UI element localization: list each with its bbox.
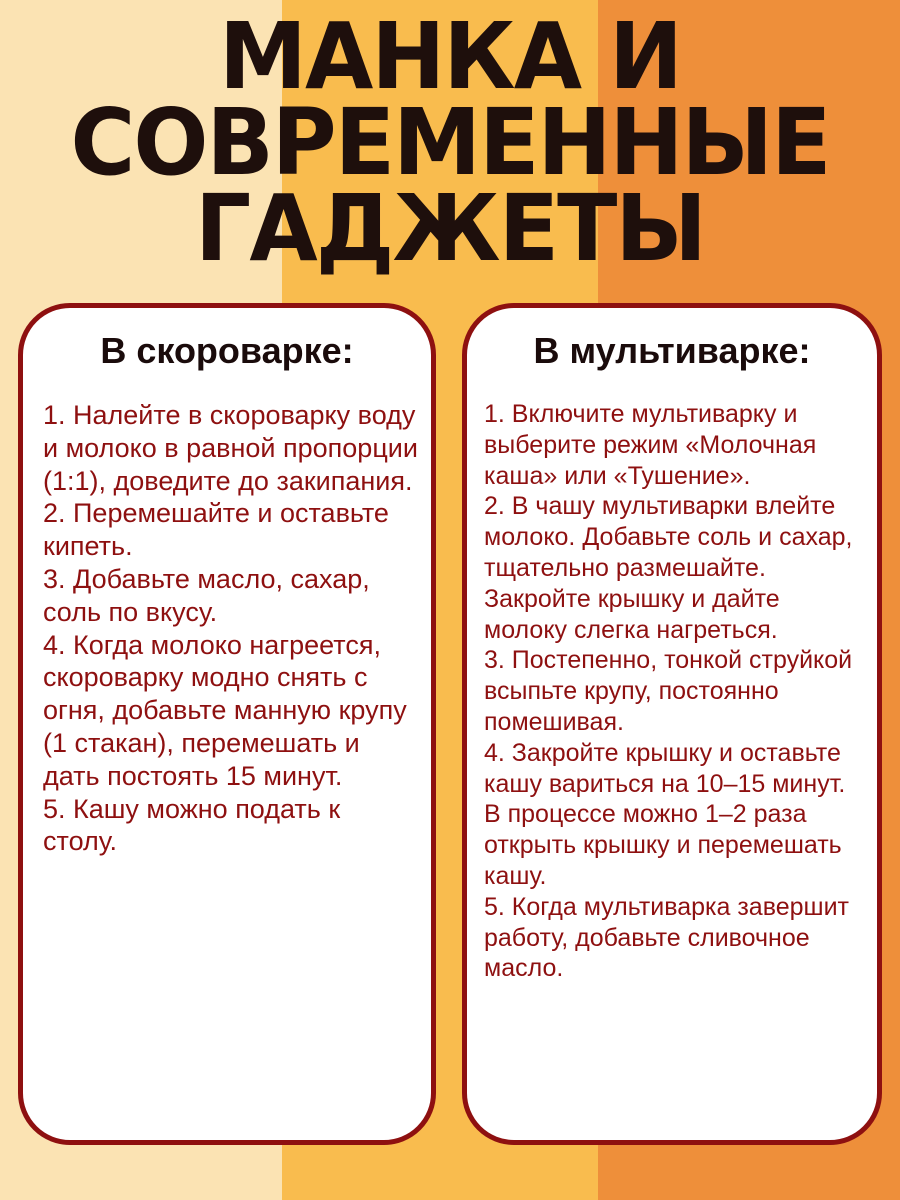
step-item: 1. Включите мультиварку и выберите режим «Молочная каша» или «Тушение». <box>484 400 817 490</box>
page-title <box>0 3 900 282</box>
step-item: 3. Добавьте масло, сахар, соль по вкусу. <box>43 563 370 627</box>
steps-list <box>43 399 419 858</box>
steps-list <box>484 399 867 984</box>
title-line: ГАДЖЕТЫ <box>194 175 706 282</box>
card-heading: В скороварке: <box>100 330 354 371</box>
title-line: СОВРЕМЕННЫЕ <box>70 89 830 196</box>
step-item: 5. Когда мультиварка завершит работу, добавьте сливочное масло. <box>484 892 849 983</box>
step-item: 2. В чашу мультиварки влейте молоко. Добавьте соль и сахар, тщательно размешайте. Закройте крышку и дайте молоку слегка нагреться. <box>484 492 853 644</box>
title-line: МАНКА И <box>219 3 681 110</box>
multicooker-card <box>462 303 882 1145</box>
step-item: 2. Перемешайте и оставьте кипеть. <box>43 498 389 562</box>
step-item: 5. Кашу можно подать к столу. <box>43 793 341 857</box>
step-item: 4. Закройте крышку и оставьте кашу вариться на 10–15 минут. В процессе можно 1–2 раза открыть крышку и перемешать кашу. <box>484 738 846 890</box>
card-heading: В мультиварке: <box>533 330 811 371</box>
pressure-cooker-card <box>18 303 436 1145</box>
step-item: 4. Когда молоко нагреется, скороварку модно снять с огня, добавьте манную крупу (1 стакан), перемешать и дать постоять 15 минут. <box>43 629 407 791</box>
step-item: 3. Постепенно, тонкой струйкой всыпьте крупу, постоянно помешивая. <box>484 646 853 736</box>
step-item: 1. Налейте в скороварку воду и молоко в равной пропорции (1:1), доведите до закипания. <box>43 400 418 496</box>
